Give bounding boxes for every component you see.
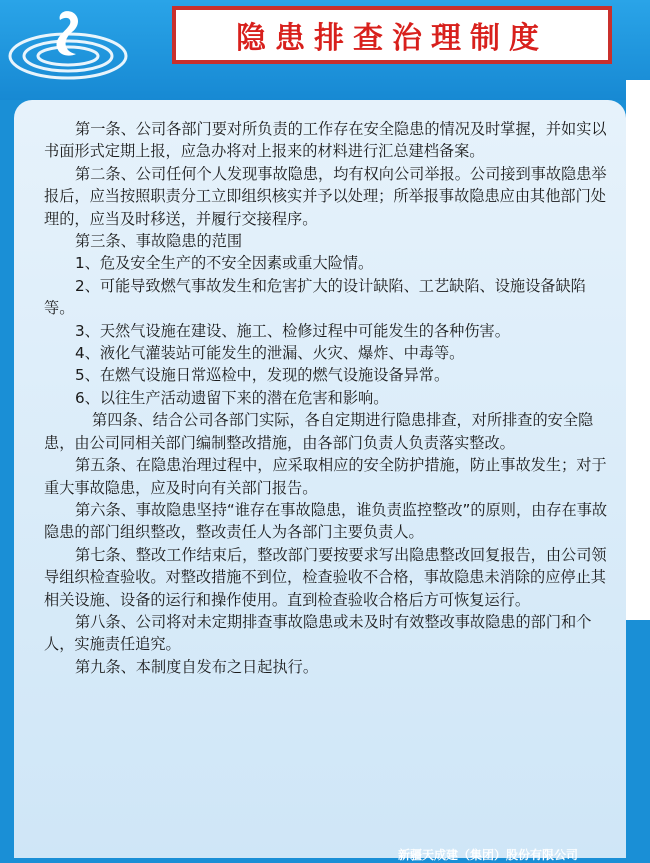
article-4: 第四条、结合公司各部门实际，各自定期进行隐患排查，对所排查的安全隐患，由公司同相关部门编制整改措施，由各部门负责人负责落实整改。: [44, 411, 594, 452]
article-9: 第九条、本制度自发布之日起执行。: [75, 657, 318, 676]
scope-item-1: 1、危及安全生产的不安全因素或重大险情。: [75, 254, 374, 273]
article-3-heading: 第三条、事故隐患的范围: [75, 232, 243, 251]
side-stripe: [626, 80, 650, 620]
scope-item-3: 3、天然气设施在建设、施工、检修过程中可能发生的各种伤害。: [75, 321, 510, 340]
swan-logo-icon: [6, 0, 156, 100]
article-2: 第二条、公司任何个人发现事故隐患，均有权向公司举报。公司接到事故隐患举报后，应当按照职责分工立即组织核实并予以处理；所举报事故隐患应由其他部门处理的，应当及时移送，并履行交接程序。: [44, 164, 607, 228]
article-8: 第八条、公司将对未定期排查事故隐患或未及时有效整改事故隐患的部门和个人，实施责任追究。: [44, 612, 592, 654]
title-box: [172, 6, 612, 64]
article-5: 第五条、在隐患治理过程中，应采取相应的安全防护措施，防止事故发生；对于重大事故隐患，应及时向有关部门报告。: [44, 456, 607, 497]
scope-item-6: 6、以往生产活动遗留下来的潜在危害和影响。: [75, 388, 389, 407]
scope-item-2: 2、可能导致燃气事故发生和危害扩大的设计缺陷、工艺缺陷、设施设备缺陷等。: [44, 276, 586, 318]
page-title: 隐患排查治理制度: [236, 21, 548, 56]
article-7: 第七条、整改工作结束后，整改部门要按要求写出隐患整改回复报告，由公司领导组织检查验收。对整改措施不到位，检查验收不合格，事故隐患未消除的应停止其相关设施、设备的运行和操作使用。直到检查验收合格后方可恢复运行。: [44, 545, 607, 609]
scope-item-4: 4、液化气灌装站可能发生的泄漏、火灾、爆炸、中毒等。: [75, 344, 465, 363]
company-footer: 新疆天成建（集团）股份有限公司: [398, 848, 579, 862]
article-1: 第一条、公司各部门要对所负责的工作存在安全隐患的情况及时掌握，并如实以书面形式定期上报，应急办将对上报来的材料进行汇总建档备案。: [44, 120, 607, 161]
header-band: [0, 0, 650, 100]
scope-item-5: 5、在燃气设施日常巡检中，发现的燃气设施设备异常。: [75, 366, 450, 385]
document-body: [44, 118, 616, 678]
article-6: 第六条、事故隐患坚持“谁存在事故隐患，谁负责监控整改”的原则，由存在事故隐患的部门组织整改，整改责任人为各部门主要负责人。: [44, 500, 608, 542]
